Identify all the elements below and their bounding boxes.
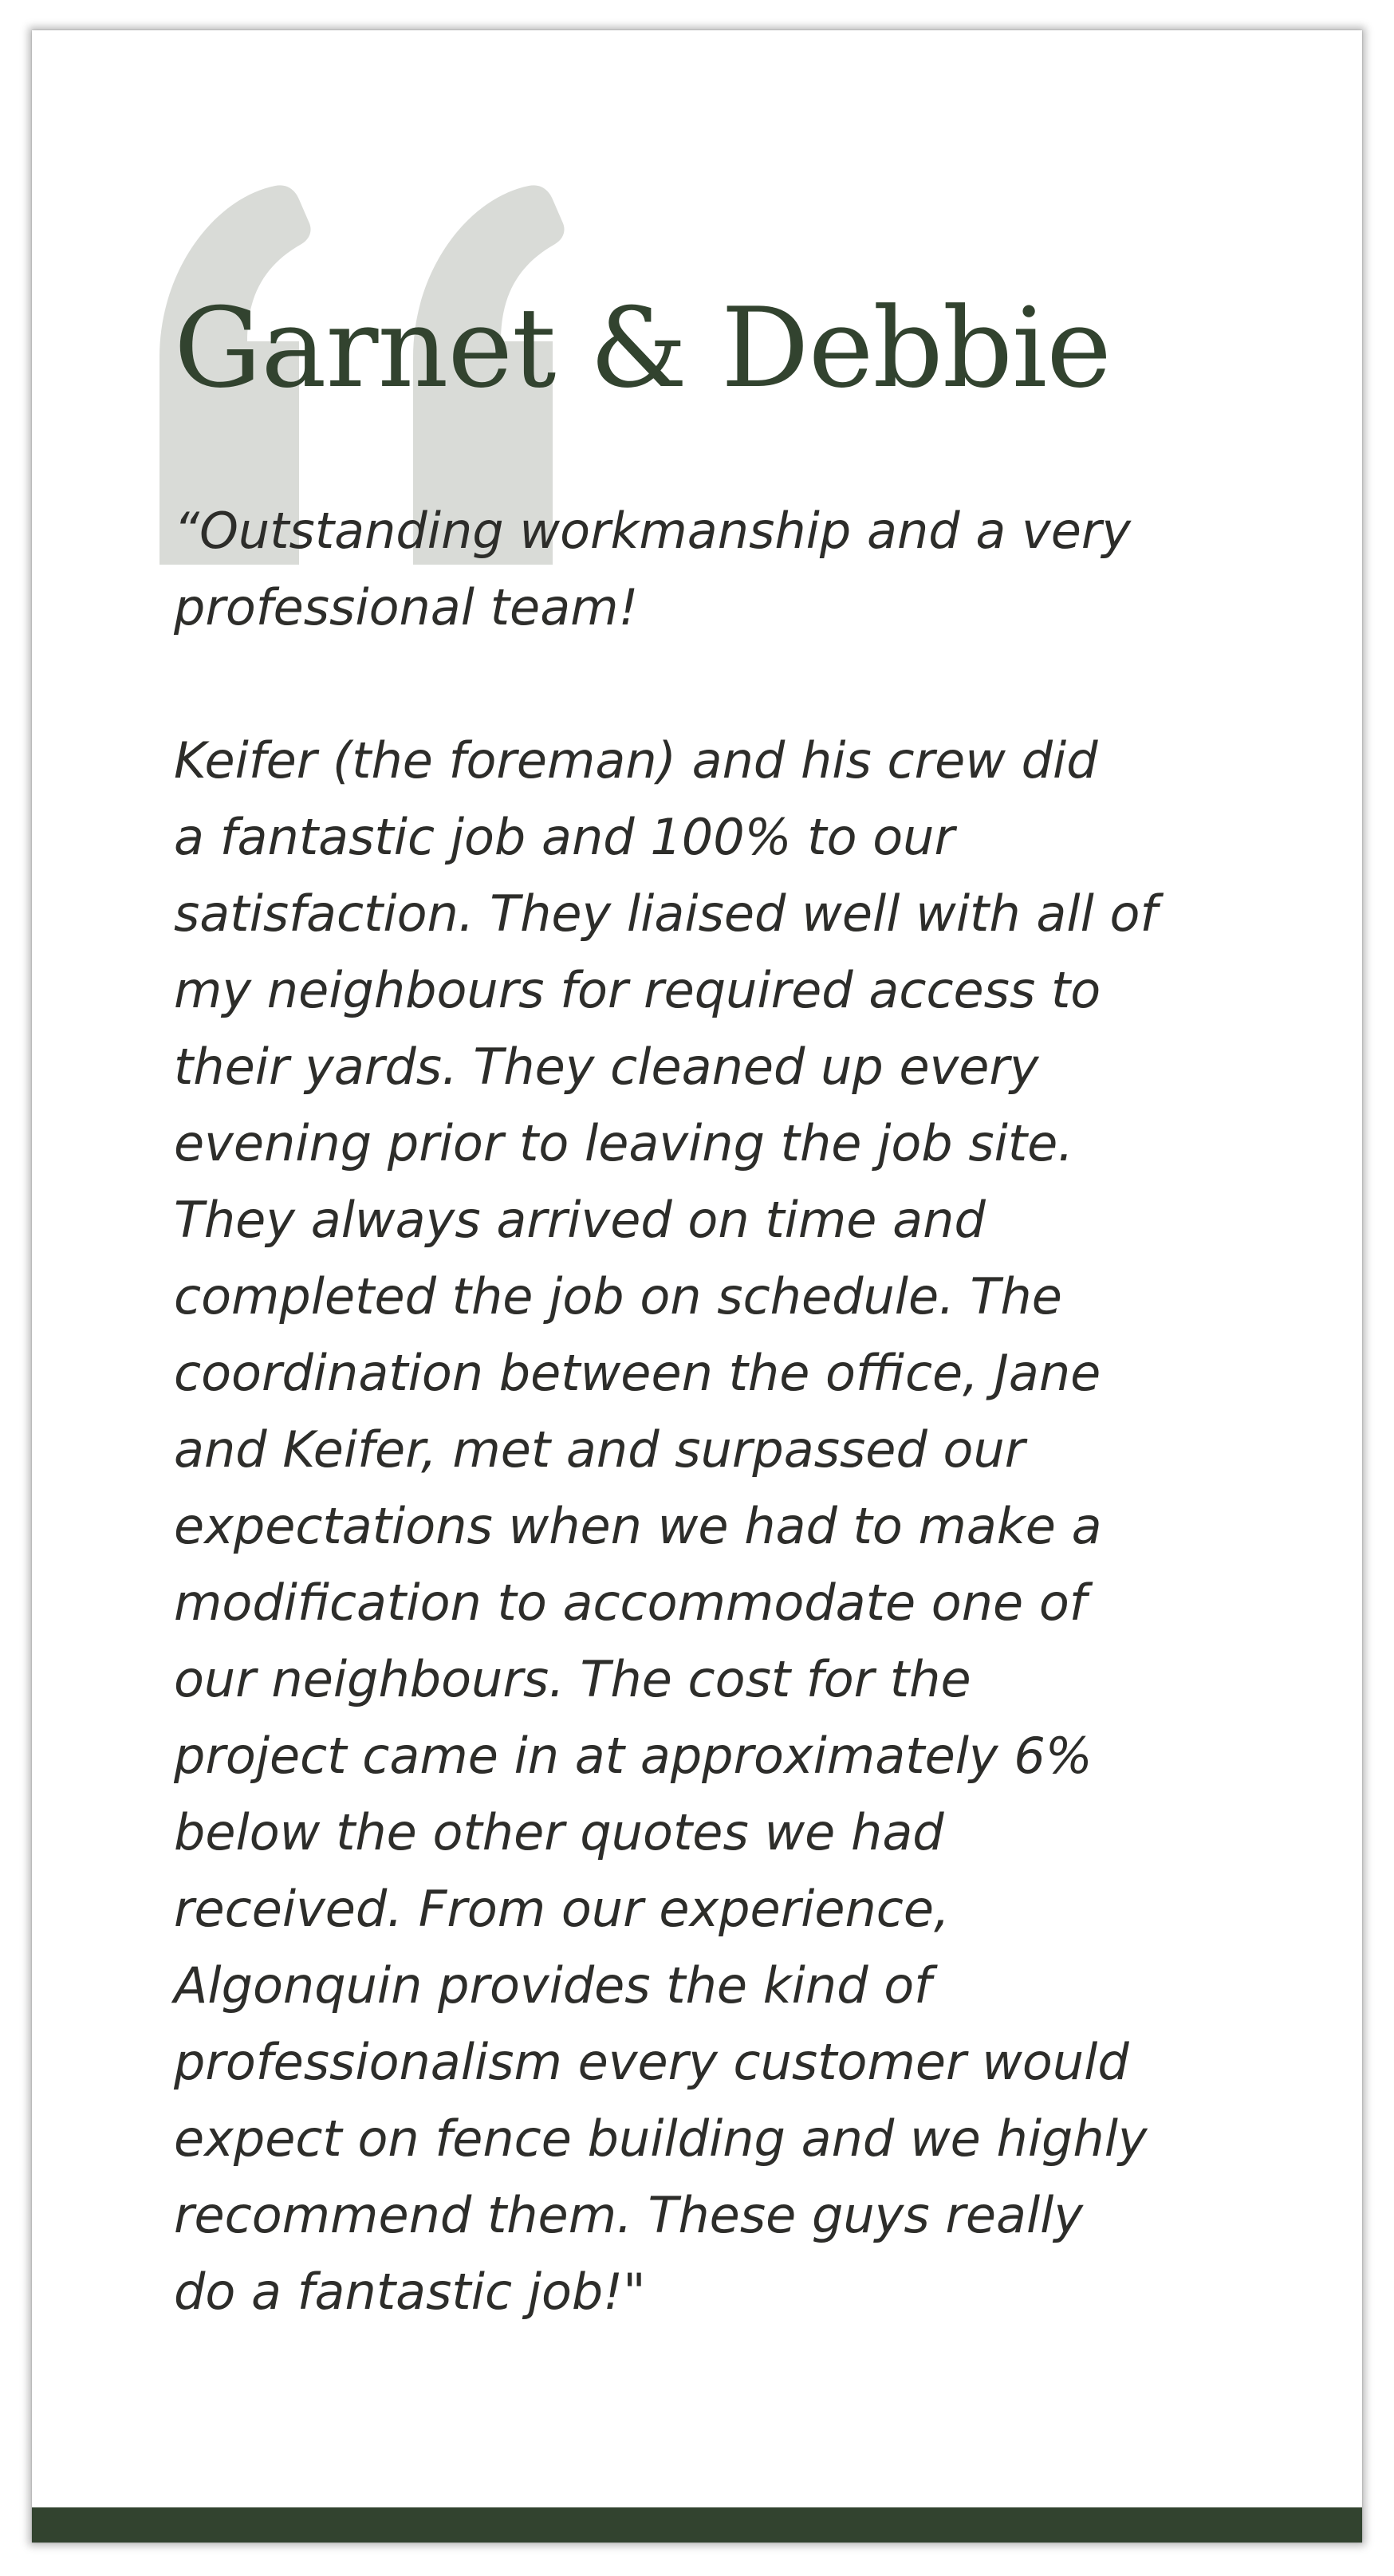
quote-line: received. From our experience,	[174, 1880, 950, 1938]
quote-line: Keifer (the foreman) and his crew did	[174, 731, 1098, 790]
quote-line: my neighbours for required access to	[174, 961, 1101, 1019]
paragraph-gap	[174, 646, 1242, 723]
quote-line: recommend them. These guys really	[174, 2186, 1084, 2244]
bottom-accent-bar	[32, 2507, 1362, 2543]
quote-line: our neighbours. The cost for the	[174, 1650, 971, 1708]
quote-line: their yards. They cleaned up every	[174, 1038, 1039, 1096]
testimonial-author-name: Garnet & Debbie	[174, 284, 1111, 412]
testimonial-quote	[174, 493, 1242, 2330]
quote-line: “Outstanding workmanship and a very	[174, 502, 1132, 560]
quote-line: a fantastic job and 100% to our	[174, 808, 955, 866]
quote-line: professional team!	[174, 578, 639, 636]
quote-line: do a fantastic job!"	[174, 2263, 646, 2321]
quote-line: and Keifer, met and surpassed our	[174, 1420, 1026, 1479]
quote-line: satisfaction. They liaised well with all of	[174, 884, 1158, 943]
quote-line: They always arrived on time and	[174, 1191, 986, 1249]
quote-line: project came in at approximately 6%	[174, 1727, 1093, 1785]
quote-line: coordination between the office, Jane	[174, 1344, 1101, 1402]
quote-line: evening prior to leaving the job site.	[174, 1114, 1074, 1172]
quote-line: Algonquin provides the kind of	[174, 1956, 932, 2015]
quote-line: below the other quotes we had	[174, 1803, 944, 1861]
quote-line: completed the job on schedule. The	[174, 1267, 1062, 1325]
quote-line: expect on fence building and we highly	[174, 2109, 1148, 2168]
quote-line: professionalism every customer would	[174, 2033, 1129, 2091]
quote-line: modification to accommodate one of	[174, 1574, 1087, 1632]
quote-line: expectations when we had to make a	[174, 1497, 1102, 1555]
testimonial-card	[32, 30, 1362, 2543]
